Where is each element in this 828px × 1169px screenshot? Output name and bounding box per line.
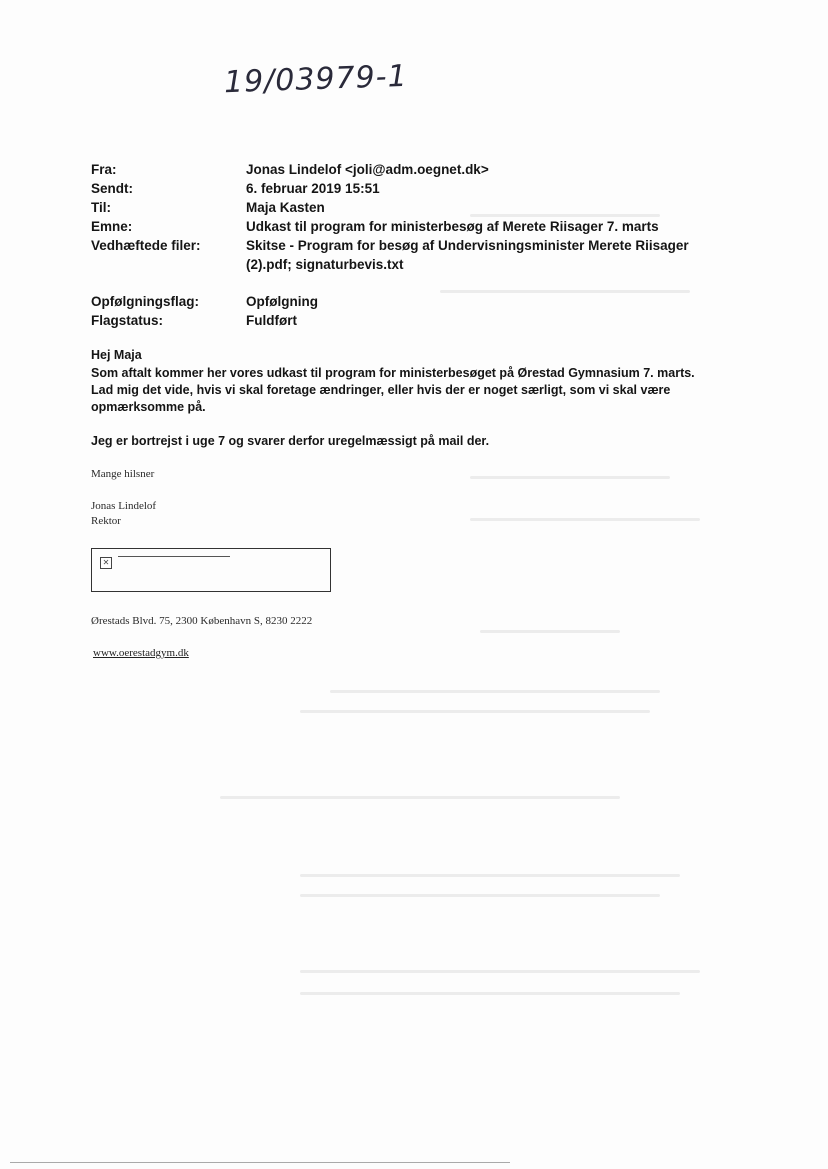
bleed-through-mark: [300, 874, 680, 877]
flag-status-value: Fuldført: [246, 313, 297, 328]
signature-name: Jonas Lindelof: [91, 500, 157, 512]
bleed-through-mark: [470, 476, 670, 479]
sent-value: 6. februar 2019 15:51: [246, 181, 380, 196]
followup-flag-value: Opfølgning: [246, 294, 318, 309]
bleed-through-mark: [480, 630, 620, 633]
handwritten-case-number: 19/03979-1: [223, 58, 409, 101]
image-placeholder-line: [118, 556, 230, 557]
broken-image-icon: ✕: [100, 557, 112, 569]
from-value: Jonas Lindelof <joli@adm.oegnet.dk>: [246, 162, 489, 177]
website-link[interactable]: www.oerestadgym.dk: [93, 647, 189, 659]
flag-status-label: Flagstatus:: [91, 313, 164, 328]
subject-label: Emne:: [91, 219, 133, 234]
to-label: Til:: [91, 200, 111, 215]
bleed-through-mark: [220, 796, 620, 799]
greeting: Hej Maja: [91, 348, 142, 362]
signature-title: Rektor: [91, 515, 121, 527]
embedded-image-placeholder: [91, 548, 331, 592]
body-paragraph-2: Jeg er bortrejst i uge 7 og svarer derfor uregelmæssigt på mail der.: [91, 434, 490, 448]
subject-value: Udkast til program for ministerbesøg af Merete Riisager 7. marts: [246, 219, 659, 234]
attachments-value-line2: (2).pdf; signaturbevis.txt: [246, 257, 404, 272]
bleed-through-mark: [470, 518, 700, 521]
followup-flag-label: Opfølgningsflag:: [91, 294, 199, 309]
bleed-through-mark: [300, 970, 700, 973]
closing: Mange hilsner: [91, 468, 155, 480]
sent-label: Sendt:: [91, 181, 133, 196]
bleed-through-mark: [300, 992, 680, 995]
from-label: Fra:: [91, 162, 117, 177]
bleed-through-mark: [300, 894, 660, 897]
footer-address: Ørestads Blvd. 75, 2300 København S, 8230 2222: [91, 615, 313, 627]
attachments-label: Vedhæftede filer:: [91, 238, 201, 253]
attachments-value-line1: Skitse - Program for besøg af Undervisningsminister Merete Riisager: [246, 238, 689, 253]
body-paragraph-1: Som aftalt kommer her vores udkast til program for ministerbesøget på Ørestad Gymnasium 7. marts. Lad mig det vide, hvis vi skal foretage ændringer, eller hvis der er noget særligt, som vi skal være opmærksomme på.: [91, 366, 695, 414]
bleed-through-mark: [330, 690, 660, 693]
bleed-through-mark: [300, 710, 650, 713]
to-value: Maja Kasten: [246, 200, 325, 215]
scan-edge-line: [10, 1162, 510, 1163]
